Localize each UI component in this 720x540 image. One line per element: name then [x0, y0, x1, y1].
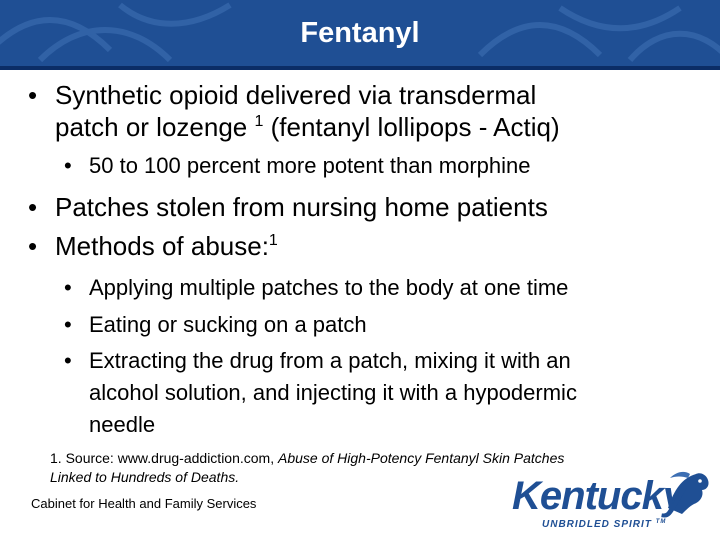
subbullet-extracting-drug	[64, 345, 714, 441]
subbullet-text: Applying multiple patches to the body at one time	[89, 275, 569, 300]
footer-organization: Cabinet for Health and Family Services	[31, 496, 257, 511]
kentucky-logo	[510, 468, 714, 534]
bullet-text: Methods of abuse:	[55, 231, 269, 261]
subbullet-text: Eating or sucking on a patch	[89, 312, 367, 337]
source-article-title-continued: Linked to Hundreds of Deaths.	[50, 469, 240, 485]
subbullet-text-continued: alcohol solution, and injecting it with a hypodermic	[89, 380, 577, 405]
bullet-text-continued: patch or lozenge $^1$ (fentanyl lollipops - Actiq)	[55, 112, 560, 142]
bullet-marker: •	[64, 348, 72, 373]
subbullet-text: Extracting the drug from a patch, mixing it with an	[89, 348, 571, 373]
logo-wordmark: Kentucky	[512, 474, 685, 518]
subbullet-potency	[64, 150, 714, 182]
title-divider	[0, 66, 720, 70]
subbullet-eating-patch	[64, 309, 714, 341]
bullet-marker: •	[28, 192, 38, 222]
bullet-marker: •	[28, 231, 38, 261]
bullet-methods-of-abuse	[28, 230, 695, 262]
subbullet-text: 50 to 100 percent more potent than morphine	[89, 153, 531, 178]
subbullet-multiple-patches	[64, 272, 714, 304]
bullet-text: Synthetic opioid delivered via transdermal	[55, 80, 537, 110]
bullet-marker: •	[28, 80, 38, 110]
footnote-ref: 1	[268, 232, 278, 249]
source-article-title: Abuse of High-Potency Fentanyl Skin Patches	[278, 450, 565, 466]
slide-title: Fentanyl	[300, 17, 420, 49]
footnote-ref: 1	[254, 113, 264, 130]
title-bar	[0, 0, 720, 66]
bullet-synthetic-opioid	[28, 79, 695, 143]
logo-tagline: UNBRIDLED SPIRIT ™	[542, 519, 667, 530]
source-footnote: 1. Source: www.drug-addiction.com, Abuse of High-Potency Fentanyl Skin Patches Linked to Hundreds of Deaths.	[50, 450, 565, 485]
subbullet-text-continued: needle	[89, 412, 156, 437]
bullet-patches-stolen	[28, 191, 695, 223]
bullet-marker: •	[64, 312, 72, 337]
bullet-marker: •	[64, 153, 72, 178]
bullet-marker: •	[64, 275, 72, 300]
bullet-text: Patches stolen from nursing home patients	[55, 192, 548, 222]
